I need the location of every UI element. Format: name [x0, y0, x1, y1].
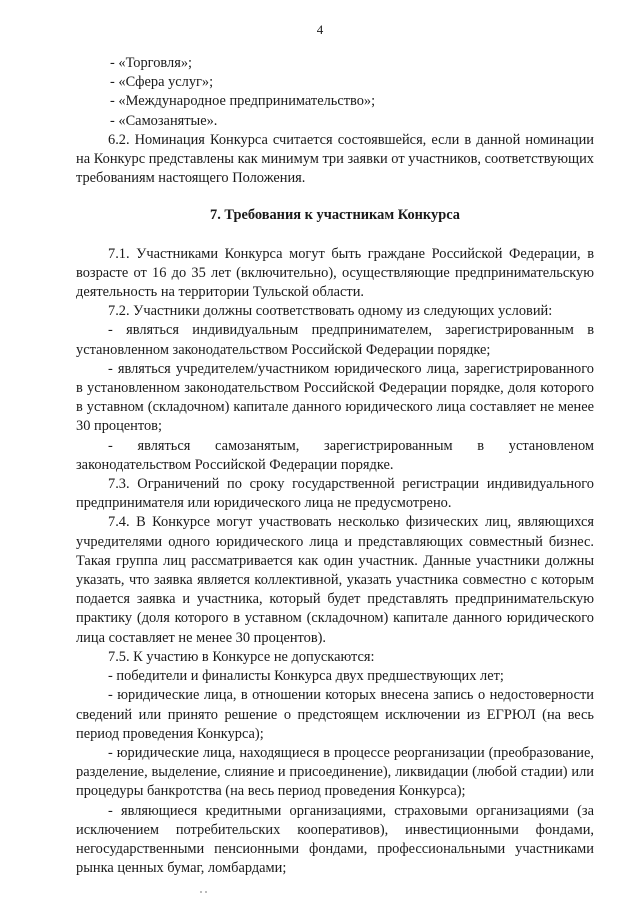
paragraph-6-2: 6.2. Номинация Конкурса считается состоявшейся, если в данной номинации на Конкурс представлены как минимум три заявки от участников, соответствующих требованиям настоящего Положения. [76, 131, 594, 187]
paragraph-7-1: 7.1. Участниками Конкурса могут быть граждане Российской Федерации, в возрасте от 16 до 35 лет (включительно), осуществляющие предпринимательскую деятельность на территории Тульской области. [76, 245, 594, 301]
paragraph-7-5-d: - являющиеся кредитными организациями, страховыми организациями (за исключением потребительских кооперативов), инвестиционными фондами, негосударственными пенсионными фондами, профессиональными участниками рынка ценных бумаг, ломбардами; [76, 802, 594, 877]
paragraph-7-2-a: - являться индивидуальным предпринимателем, зарегистрированным в установленном законодательством Российской Федерации порядке; [76, 322, 594, 358]
section-heading-7: 7. Требования к участникам Конкурса [210, 207, 460, 224]
page-number: 4 [316, 22, 324, 37]
document-body [76, 54, 594, 878]
paragraph-7-2-c: - являться самозанятым, зарегистрированным в установленом законодательством Российской Федерации порядке. [76, 437, 594, 473]
list-item-trade: - «Торговля»; [110, 55, 193, 71]
scan-artifact-dots [200, 880, 220, 884]
paragraph-7-2: 7.2. Участники должны соответствовать одному из следующих условий: [108, 303, 553, 320]
paragraph-7-4: 7.4. В Конкурсе могут участвовать несколько физических лиц, являющихся учредителями одного юридического лица и представляющих совместный бизнес. Такая группа лиц рассматривается как один участник. Данные участники должны указать, что заявка является коллективной, указать участника совместно с которым подается заявка и участника, который будет представлять предпринимательскую практику (доля которого в уставном (складочном) капитале данного юридического лица составляет не менее 30 процентов). [76, 514, 594, 646]
paragraph-7-2-b: - являться учредителем/участником юридического лица, зарегистрированного в установленном законодательством Российской Федерации порядке, доля которого в уставном (складочном) капитале данного юридического лица составляет не менее 30 процентов; [76, 360, 594, 435]
paragraph-7-5-b: - юридические лица, в отношении которых внесена запись о недостоверности сведений или принято решение о предстоящем исключении из ЕГРЮЛ (на весь период проведения Конкурса); [76, 687, 594, 742]
paragraph-7-5-a: - победители и финалисты Конкурса двух предшествующих лет; [108, 668, 504, 685]
list-item-international: - «Международное предпринимательство»; [110, 93, 376, 110]
list-item-services: - «Сфера услуг»; [110, 74, 214, 91]
paragraph-7-3: 7.3. Ограничений по сроку государственной регистрации индивидуального предпринимателя или юридического лица не предусмотрено. [76, 476, 594, 512]
paragraph-7-5: 7.5. К участию в Конкурсе не допускаются: [108, 648, 375, 665]
list-item-selfemployed: - «Самозанятые». [110, 112, 218, 129]
paragraph-7-5-c: - юридические лица, находящиеся в процессе реорганизации (преобразование, разделение, выделение, слияние и присоединение), ликвидации (любой стадии) или процедуры банкротства (на весь период проведения Конкурса); [76, 744, 594, 800]
